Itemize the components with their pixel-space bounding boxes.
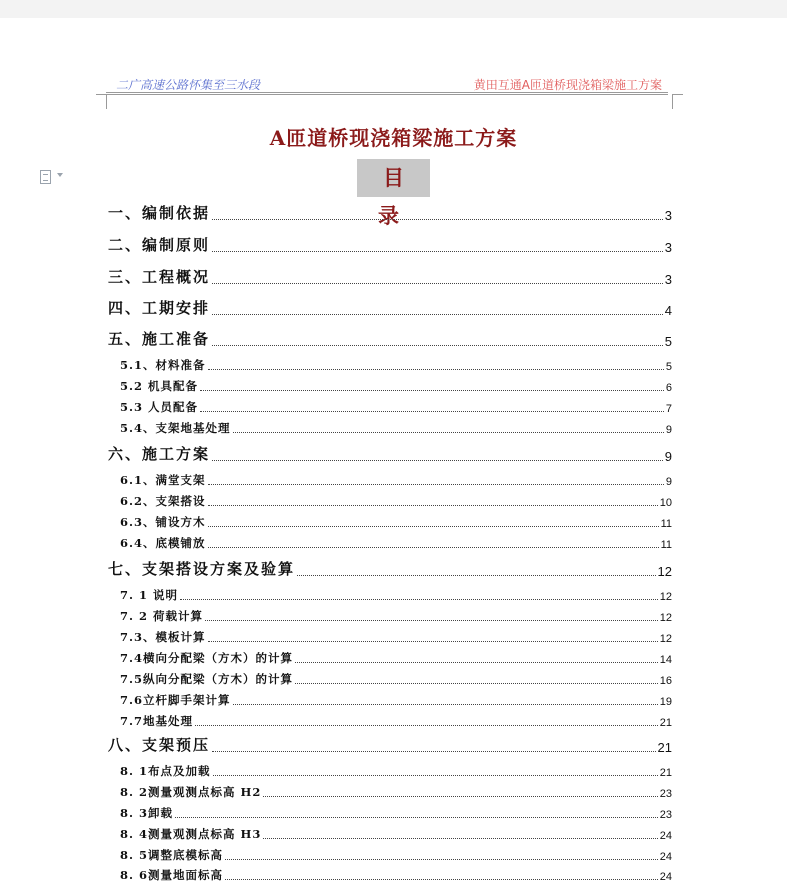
toc-entry-label: 8. 2测量观测点标高 H2 — [120, 785, 262, 799]
toc-leader-dots — [208, 505, 658, 506]
toc-entry-label: 6.3、铺设方木 — [120, 515, 206, 529]
toc-leader-dots — [208, 369, 664, 370]
toc-entry-label: 八、支架预压 — [108, 736, 211, 754]
toc-leader-dots — [212, 460, 663, 461]
toc-entry[interactable] — [120, 827, 672, 842]
toc-entry[interactable] — [108, 298, 672, 318]
toc-entry-label: 三、工程概况 — [108, 268, 211, 286]
toc-entry-page: 7 — [665, 403, 672, 415]
toc-entry[interactable] — [120, 515, 672, 530]
toc-entry-label: 五、施工准备 — [108, 330, 211, 348]
toc-leader-dots — [295, 662, 658, 663]
toc-entry-page: 5 — [664, 334, 672, 349]
toc-leader-dots — [212, 314, 663, 315]
toc-entry[interactable] — [120, 473, 672, 488]
toc-leader-dots — [205, 620, 658, 621]
toc-entry-label: 一、编制依据 — [108, 204, 211, 222]
toc-entry-page: 24 — [659, 830, 672, 842]
toc-entry-label: 7.7地基处理 — [120, 714, 194, 728]
toc-leader-dots — [225, 859, 658, 860]
toc-entry[interactable] — [108, 444, 672, 464]
toc-entry-label: 7.6立杆脚手架计算 — [120, 693, 231, 707]
toc-entry[interactable] — [120, 806, 672, 821]
toc-entry[interactable] — [108, 235, 672, 255]
toc-entry-page: 9 — [665, 424, 672, 436]
toc-leader-dots — [233, 704, 658, 705]
toc-entry[interactable] — [120, 848, 672, 863]
toc-leader-dots — [208, 526, 659, 527]
toc-entry[interactable] — [120, 651, 672, 666]
toc-entry-label: 5.2 机具配备 — [120, 379, 199, 393]
toc-entry-label: 8. 3卸载 — [120, 806, 174, 820]
toc-entry-label: 7.5纵向分配梁（方木）的计算 — [120, 672, 294, 686]
toc-entry[interactable] — [120, 630, 672, 645]
document-page — [0, 18, 787, 882]
table-of-contents — [0, 18, 787, 882]
toc-leader-dots — [212, 283, 663, 284]
toc-entry[interactable] — [120, 588, 672, 603]
toc-leader-dots — [200, 390, 664, 391]
toc-entry-page: 24 — [659, 871, 672, 882]
toc-entry-page: 11 — [660, 539, 672, 551]
toc-heading: 目 录 — [357, 159, 430, 197]
toc-entry[interactable] — [120, 785, 672, 800]
toc-entry-label: 7. 1 说明 — [120, 588, 179, 602]
toc-entry-page: 21 — [659, 717, 672, 729]
toc-entry-label: 七、支架搭设方案及验算 — [108, 560, 296, 578]
toc-entry[interactable] — [120, 764, 672, 779]
toc-leader-dots — [208, 484, 664, 485]
toc-entry-page: 21 — [659, 767, 672, 779]
toc-entry[interactable] — [120, 672, 672, 687]
toc-entry-page: 3 — [664, 272, 672, 287]
toc-entry[interactable] — [108, 329, 672, 349]
toc-entry[interactable] — [108, 559, 672, 579]
toc-entry-label: 6.2、支架搭设 — [120, 494, 206, 508]
toc-entry[interactable] — [120, 609, 672, 624]
toc-entry-page: 16 — [659, 675, 672, 687]
toc-entry-label: 5.3 人员配备 — [120, 400, 199, 414]
toc-entry-page: 21 — [657, 740, 672, 755]
toc-entry-label: 5.1、材料准备 — [120, 358, 206, 372]
toc-entry-page: 11 — [660, 518, 672, 530]
toc-entry-label: 7.3、模板计算 — [120, 630, 206, 644]
toc-entry-label: 8. 5调整底模标高 — [120, 848, 224, 862]
toc-entry[interactable] — [120, 400, 672, 415]
toc-leader-dots — [212, 219, 663, 220]
toc-leader-dots — [263, 838, 657, 839]
toc-entry[interactable] — [120, 693, 672, 708]
toc-entry[interactable] — [120, 379, 672, 394]
toc-entry-page: 6 — [665, 382, 672, 394]
toc-entry[interactable] — [120, 421, 672, 436]
toc-entry-page: 5 — [665, 361, 672, 373]
toc-entry-label: 6.1、满堂支架 — [120, 473, 206, 487]
toc-entry-label: 7.4横向分配梁（方木）的计算 — [120, 651, 294, 665]
toc-entry-label: 四、工期安排 — [108, 299, 211, 317]
toc-entry[interactable] — [120, 536, 672, 551]
toc-leader-dots — [195, 725, 658, 726]
toc-entry-label: 8. 6测量地面标高 — [120, 868, 224, 882]
toc-leader-dots — [200, 411, 664, 412]
toc-entry[interactable] — [120, 358, 672, 373]
toc-entry-page: 24 — [659, 851, 672, 863]
toc-entry[interactable] — [108, 267, 672, 287]
toc-leader-dots — [225, 879, 658, 880]
toc-leader-dots — [213, 775, 658, 776]
toc-leader-dots — [295, 683, 658, 684]
toc-entry-page: 12 — [659, 612, 672, 624]
toc-entry-label: 8. 1布点及加载 — [120, 764, 211, 778]
toc-entry-label: 6.4、底模铺放 — [120, 536, 206, 550]
toc-entry[interactable] — [120, 714, 672, 729]
toc-entry-label: 8. 4测量观测点标高 H3 — [120, 827, 262, 841]
header-right-text: 黄田互通A匝道桥现浇箱梁施工方案 — [473, 78, 662, 92]
toc-leader-dots — [212, 345, 663, 346]
toc-entry-page: 3 — [664, 208, 672, 223]
toc-leader-dots — [175, 817, 658, 818]
toc-leader-dots — [212, 251, 663, 252]
toc-entry-label: 二、编制原则 — [108, 236, 211, 254]
toc-entry-label: 5.4、支架地基处理 — [120, 421, 231, 435]
toc-entry-page: 23 — [659, 788, 672, 800]
toc-entry-page: 12 — [659, 633, 672, 645]
header-left-text: 二广高速公路怀集至三水段 — [116, 78, 261, 92]
toc-leader-dots — [297, 575, 656, 576]
toc-entry-page: 12 — [657, 564, 672, 579]
toc-entry-label: 六、施工方案 — [108, 445, 211, 463]
toc-entry[interactable] — [108, 735, 672, 755]
toc-entry[interactable] — [120, 868, 672, 882]
toc-entry-page: 12 — [659, 591, 672, 603]
toc-leader-dots — [180, 599, 658, 600]
toc-leader-dots — [208, 547, 659, 548]
toc-entry-page: 14 — [659, 654, 672, 666]
document-title: A匝道桥现浇箱梁施工方案 — [269, 126, 518, 150]
toc-entry-page: 9 — [665, 476, 672, 488]
toc-leader-dots — [212, 751, 656, 752]
toc-entry-page: 19 — [659, 696, 672, 708]
toc-entry-page: 10 — [659, 497, 672, 509]
toc-entry-page: 23 — [659, 809, 672, 821]
toc-leader-dots — [263, 796, 657, 797]
toc-entry[interactable] — [120, 494, 672, 509]
toc-entry-page: 9 — [664, 449, 672, 464]
toc-entry[interactable] — [108, 203, 672, 223]
toc-entry-label: 7. 2 荷载计算 — [120, 609, 204, 623]
toc-entry-page: 4 — [664, 303, 672, 318]
toc-leader-dots — [208, 641, 658, 642]
toc-entry-page: 3 — [664, 240, 672, 255]
toc-leader-dots — [233, 432, 664, 433]
